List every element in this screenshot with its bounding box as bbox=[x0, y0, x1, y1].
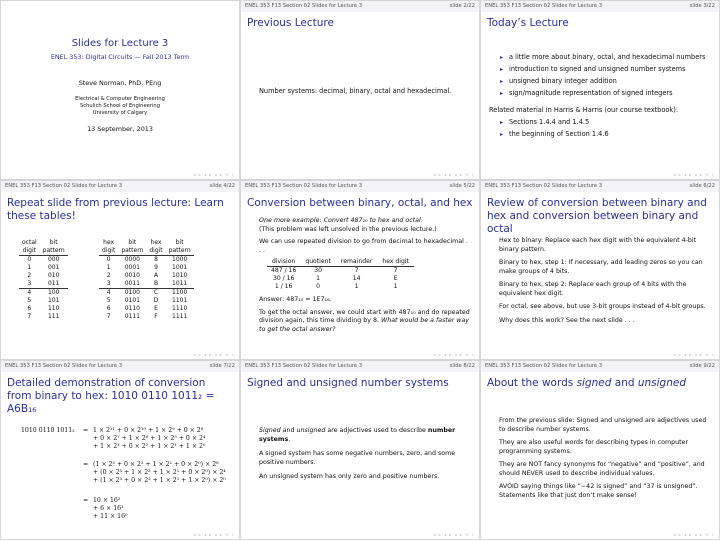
slide-title: Previous Lecture bbox=[247, 17, 334, 29]
table-cell: F bbox=[154, 313, 158, 320]
para-3: Binary to hex, step 2: Replace each group of 4 bits with the equivalent hex digit. bbox=[499, 281, 687, 297]
col-header: octal digit bbox=[22, 239, 37, 254]
nav-icons[interactable]: ◂ ▸ ◂ ▸ ◂ ▸ ⟲ ⌕ bbox=[193, 352, 235, 357]
example-text: One more example: Convert 487₁₀ to hex and octal. bbox=[259, 217, 423, 224]
slide-number: slide 8/22 bbox=[449, 363, 475, 369]
related-list bbox=[499, 118, 713, 139]
header-title: ENEL 353 F13 Section 02 Slides for Lecture 3 bbox=[485, 363, 603, 369]
table-cell: 001 bbox=[47, 264, 60, 271]
table-cell: 100 bbox=[47, 289, 60, 296]
table-cell: E bbox=[154, 305, 158, 312]
table-cell: 1111 bbox=[172, 313, 188, 320]
header-title: ENEL 353 F13 Section 02 Slides for Lecture 3 bbox=[5, 363, 123, 369]
col-header: bit pattern bbox=[168, 239, 191, 254]
octal-question: What would be a faster way to get the octal answer? bbox=[259, 317, 470, 333]
col-header: hex digit bbox=[149, 239, 163, 254]
table-cell: 1000 bbox=[172, 256, 188, 263]
col-header: hex digit bbox=[102, 239, 116, 254]
col-header: hex digit bbox=[382, 258, 409, 265]
table-cell: 1 bbox=[316, 275, 321, 282]
table-cell: 0 bbox=[27, 256, 32, 263]
table-cell: 0 bbox=[316, 283, 321, 290]
table-cell: 1010 bbox=[172, 272, 188, 279]
table-cell: B bbox=[153, 280, 159, 287]
table-cell: 6 bbox=[106, 305, 111, 312]
para-3: They are NOT fancy synonyms for “negative” and “positive”, and should NEVER used to describe individual values. bbox=[499, 461, 705, 477]
math-eq: = bbox=[83, 461, 89, 468]
table-cell: 30 bbox=[314, 267, 322, 274]
bullet-list bbox=[499, 53, 713, 98]
math-line: (1 × 2³ + 0 × 2² + 1 × 2¹ + 0 × 2⁰) × 2⁸ bbox=[93, 461, 219, 468]
lead-text: We can use repeated division to go from decimal to hexadecimal . . . bbox=[259, 238, 468, 254]
table-cell: 8 bbox=[154, 256, 158, 263]
slide-number: slide 3/22 bbox=[689, 3, 715, 9]
table-cell: 0111 bbox=[124, 313, 140, 320]
col-header: remainder bbox=[340, 258, 373, 265]
affil-2: Schulich School of Engineering bbox=[79, 103, 161, 109]
table-row bbox=[19, 297, 68, 305]
division-table bbox=[267, 258, 414, 291]
table-row bbox=[99, 264, 194, 272]
nav-icons[interactable]: ◂ ▸ ◂ ▸ ◂ ▸ ⟲ ⌕ bbox=[433, 172, 475, 177]
para-4: For octal, see above, but use 3-bit groups instead of 4-bit groups. bbox=[499, 303, 706, 310]
table-cell: 0010 bbox=[124, 272, 140, 279]
table-cell: 0101 bbox=[124, 297, 140, 304]
table-row bbox=[267, 283, 414, 291]
table-cell: 7 bbox=[354, 267, 359, 274]
col-header: bit pattern bbox=[42, 239, 65, 254]
table-cell: 14 bbox=[352, 275, 361, 282]
text-run: are adjectives used to describe bbox=[325, 427, 428, 434]
slide-title: Repeat slide from previous lecture: Learn these tables! bbox=[7, 197, 224, 222]
table-cell: 487 / 16 bbox=[271, 267, 297, 274]
table-row bbox=[99, 313, 194, 321]
header-title: ENEL 353 F13 Section 02 Slides for Lecture 3 bbox=[245, 3, 363, 9]
title-unsigned: unsigned bbox=[637, 377, 687, 389]
table-cell: 5 bbox=[27, 297, 32, 304]
table-cell: 1 bbox=[354, 283, 359, 290]
slide-title: Today’s Lecture bbox=[487, 17, 569, 29]
slide-title bbox=[487, 377, 713, 390]
table-row bbox=[19, 305, 68, 313]
slide-2[interactable] bbox=[240, 0, 480, 180]
slide-number: slide 6/22 bbox=[689, 183, 715, 189]
table-cell: A bbox=[153, 272, 159, 279]
para-3: An unsigned system has only zero and positive numbers. bbox=[259, 473, 440, 480]
slide-number: slide 7/22 bbox=[209, 363, 235, 369]
table-cell: 1101 bbox=[172, 297, 188, 304]
slide-body bbox=[489, 53, 713, 142]
table-row bbox=[99, 305, 194, 313]
slide-header bbox=[481, 1, 719, 12]
affil-3: University of Calgary bbox=[92, 110, 148, 116]
bullet: ▸ unsigned binary integer addition bbox=[509, 77, 713, 86]
table-cell: 9 bbox=[154, 264, 158, 271]
octal-text bbox=[259, 309, 471, 335]
math-line: + 1 × 2³ + 0 × 2² + 1 × 2¹ + 1 × 2⁰ bbox=[93, 443, 206, 450]
octal-table bbox=[19, 239, 68, 321]
slide-header bbox=[241, 1, 479, 12]
bullet: ▸ introduction to signed and unsigned number systems bbox=[509, 65, 713, 74]
note-text: (This problem was left unsolved in the previous lecture.) bbox=[259, 225, 437, 233]
table-cell: 000 bbox=[47, 256, 60, 263]
table-cell: 7 bbox=[106, 313, 111, 320]
table-cell: 101 bbox=[47, 297, 60, 304]
octal-text-body: To get the octal answer, we could start with 487₁₀ and do repeated division again, this time dividing by 8. bbox=[259, 308, 470, 324]
text-run: and bbox=[280, 427, 297, 434]
title-signed: signed bbox=[576, 377, 612, 389]
slide-3[interactable] bbox=[480, 0, 720, 180]
col-header: division bbox=[272, 258, 296, 265]
slide-number: slide 2/22 bbox=[449, 3, 475, 9]
affil-1: Electrical & Computer Engineering bbox=[75, 96, 165, 102]
table-cell: 7 bbox=[27, 313, 32, 320]
header-title: ENEL 353 F13 Section 02 Slides for Lecture 3 bbox=[485, 3, 603, 9]
slide-text: Number systems: decimal, binary, octal and hexadecimal. bbox=[259, 87, 452, 95]
table-row bbox=[99, 256, 194, 265]
table-cell: 110 bbox=[47, 305, 60, 312]
slide-4[interactable] bbox=[0, 180, 240, 360]
table-cell: 2 bbox=[27, 272, 32, 279]
slide-header bbox=[1, 361, 239, 372]
slide-body bbox=[259, 217, 471, 334]
col-header: quotient bbox=[305, 258, 331, 265]
slide-number: slide 5/22 bbox=[449, 183, 475, 189]
slide-7[interactable] bbox=[0, 360, 240, 540]
col-header: bit pattern bbox=[121, 239, 144, 254]
title-part: About the words bbox=[487, 377, 577, 389]
slide-1[interactable] bbox=[0, 0, 240, 180]
table-cell: 1110 bbox=[172, 305, 188, 312]
slide-9[interactable] bbox=[480, 360, 720, 540]
date: 13 September, 2013 bbox=[87, 125, 153, 133]
table-cell: 111 bbox=[47, 313, 60, 320]
math-line: + 11 × 16⁰ bbox=[93, 513, 128, 520]
table-cell: E bbox=[393, 275, 398, 282]
math-block-1 bbox=[93, 427, 205, 451]
table-cell: 30 / 16 bbox=[272, 275, 295, 282]
slide-header bbox=[241, 181, 479, 192]
para-5: Why does this work? See the next slide . . . bbox=[499, 316, 635, 324]
table-cell: 1100 bbox=[172, 289, 188, 296]
bullet: ▸ Sections 1.4.4 and 1.4.5 bbox=[509, 118, 713, 127]
slide-title: Signed and unsigned number systems bbox=[247, 377, 449, 389]
slide-8[interactable] bbox=[240, 360, 480, 540]
math-eq: = bbox=[83, 427, 89, 434]
slide-header bbox=[481, 181, 719, 192]
table-cell: 2 bbox=[106, 272, 111, 279]
nav-icons[interactable]: ◂ ▸ ◂ ▸ ◂ ▸ ⟲ ⌕ bbox=[673, 532, 715, 537]
table-cell: 1 bbox=[106, 264, 111, 271]
course-subtitle: ENEL 353: Digital Circuits — Fall 2013 Term bbox=[50, 53, 190, 61]
bullet: ▸ sign/magnitude representation of signed integers bbox=[509, 89, 713, 98]
slide-body bbox=[499, 237, 711, 325]
table-row bbox=[19, 289, 68, 298]
table-row bbox=[19, 313, 68, 321]
table-cell: 1 / 16 bbox=[274, 283, 293, 290]
header-title: ENEL 353 F13 Section 02 Slides for Lecture 3 bbox=[485, 183, 603, 189]
header-title: ENEL 353 F13 Section 02 Slides for Lecture 3 bbox=[5, 183, 123, 189]
slide-title: Detailed demonstration of conversion from binary to hex: 1010 0110 1011₂ = A6B₁₆ bbox=[7, 377, 215, 415]
header-title: ENEL 353 F13 Section 02 Slides for Lecture 3 bbox=[245, 183, 363, 189]
slide-number: slide 9/22 bbox=[689, 363, 715, 369]
nav-icons[interactable]: ◂ ▸ ◂ ▸ ◂ ▸ ⟲ ⌕ bbox=[673, 172, 715, 177]
nav-icons[interactable]: ◂ ▸ ◂ ▸ ◂ ▸ ⟲ ⌕ bbox=[673, 352, 715, 357]
table-row bbox=[19, 264, 68, 272]
table-row bbox=[19, 256, 68, 265]
table-row bbox=[267, 275, 414, 283]
nav-icons[interactable]: ◂ ▸ ◂ ▸ ◂ ▸ ⟲ ⌕ bbox=[433, 532, 475, 537]
table-cell: 3 bbox=[27, 280, 32, 287]
table-cell: 1 bbox=[393, 283, 398, 290]
para-1 bbox=[259, 427, 469, 444]
para-2: They are also useful words for describing types in computer programming systems. bbox=[499, 439, 689, 455]
table-cell: 1 bbox=[27, 264, 32, 271]
table-cell: 3 bbox=[106, 280, 111, 287]
table-row bbox=[19, 280, 68, 289]
table-row bbox=[99, 289, 194, 298]
math-block-3 bbox=[93, 497, 128, 521]
table-cell: 0011 bbox=[124, 280, 140, 287]
table-cell: 0110 bbox=[124, 305, 140, 312]
math-line: 10 × 16² bbox=[93, 497, 121, 504]
related-text: Related material in Harris & Harris (our course textbook): bbox=[489, 106, 679, 114]
math-lhs: 1010 0110 1011₂ bbox=[21, 427, 75, 434]
table-cell: 0100 bbox=[124, 289, 140, 296]
para-2: A signed system has some negative numbers, zero, and some positive numbers. bbox=[259, 450, 456, 466]
math-eq: = bbox=[83, 497, 89, 504]
table-cell: 010 bbox=[47, 272, 60, 279]
table-cell: 5 bbox=[106, 297, 111, 304]
title-part: and bbox=[611, 377, 638, 389]
slide-body bbox=[259, 427, 469, 482]
table-cell: 1011 bbox=[172, 280, 188, 287]
table-row bbox=[99, 280, 194, 289]
table-cell: C bbox=[153, 289, 159, 296]
header-title: ENEL 353 F13 Section 02 Slides for Lecture 3 bbox=[245, 363, 363, 369]
nav-icons[interactable]: ◂ ▸ ◂ ▸ ◂ ▸ ⟲ ⌕ bbox=[193, 172, 235, 177]
math-line: + 0 × 2⁷ + 1 × 2⁶ + 1 × 2⁵ + 0 × 2⁴ bbox=[93, 435, 206, 442]
table-cell: 4 bbox=[106, 289, 111, 296]
math-block-2 bbox=[93, 461, 226, 485]
hex-table bbox=[99, 239, 194, 321]
table-cell: 6 bbox=[27, 305, 32, 312]
table-row bbox=[267, 267, 414, 276]
term-number-systems: number systems bbox=[259, 427, 456, 443]
table-cell: 011 bbox=[47, 280, 60, 287]
slide-header bbox=[481, 361, 719, 372]
slide-5[interactable] bbox=[240, 180, 480, 360]
author: Steve Norman, PhD, PEng bbox=[78, 79, 162, 87]
slide-6[interactable] bbox=[480, 180, 720, 360]
answer-text: Answer: 487₁₀ = 1E7₁₆. bbox=[259, 296, 332, 303]
table-cell: 0001 bbox=[124, 264, 140, 271]
slide-header bbox=[241, 361, 479, 372]
table-row bbox=[99, 297, 194, 305]
table-cell: 1001 bbox=[172, 264, 188, 271]
bullet: ▸ the beginning of Section 1.4.6 bbox=[509, 130, 713, 139]
para-1: From the previous slide: Signed and unsigned are adjectives used to describe number systems. bbox=[499, 417, 707, 433]
para-2: Binary to hex, step 1: If necessary, add leading zeros so you can make groups of 4 bits. bbox=[499, 259, 703, 275]
text-run: . bbox=[288, 435, 291, 443]
slide-header bbox=[1, 181, 239, 192]
lecture-title: Slides for Lecture 3 bbox=[71, 38, 169, 49]
table-row bbox=[99, 272, 194, 280]
table-cell: D bbox=[153, 297, 159, 304]
math-line: + (1 × 2³ + 0 × 2² + 1 × 2¹ + 1 × 2⁰) × 2⁰ bbox=[93, 477, 226, 484]
bullet: ▸ a little more about binary, octal, and hexadecimal numbers bbox=[509, 53, 713, 62]
math-line: + 6 × 16¹ bbox=[93, 505, 124, 512]
table-row bbox=[19, 272, 68, 280]
para-4: AVOID saying things like “−42 is signed” and “37 is unsigned”. Statements like that just don’t make sense! bbox=[499, 483, 698, 499]
nav-icons[interactable]: ◂ ▸ ◂ ▸ ◂ ▸ ⟲ ⌕ bbox=[193, 532, 235, 537]
slide-title: Review of conversion between binary and hex and conversion between binary and octal bbox=[487, 197, 707, 235]
word-signed: Signed bbox=[259, 427, 281, 434]
slide-title: Conversion between binary, octal, and hex bbox=[247, 197, 473, 209]
table-cell: 4 bbox=[27, 289, 32, 296]
word-unsigned: unsigned bbox=[296, 427, 326, 434]
table-cell: 7 bbox=[393, 267, 398, 274]
math-line: 1 × 2¹¹ + 0 × 2¹⁰ + 1 × 2⁹ + 0 × 2⁸ bbox=[93, 427, 204, 434]
para-1: Hex to binary: Replace each hex digit with the equivalent 4-bit binary pattern. bbox=[499, 237, 697, 253]
slide-number: slide 4/22 bbox=[209, 183, 235, 189]
slide-body bbox=[499, 417, 711, 500]
table-cell: 0000 bbox=[124, 256, 140, 263]
nav-icons[interactable]: ◂ ▸ ◂ ▸ ◂ ▸ ⟲ ⌕ bbox=[433, 352, 475, 357]
math-line: + (0 × 2³ + 1 × 2² + 1 × 2¹ + 0 × 2⁰) × 2⁴ bbox=[93, 469, 226, 476]
table-cell: 0 bbox=[106, 256, 111, 263]
